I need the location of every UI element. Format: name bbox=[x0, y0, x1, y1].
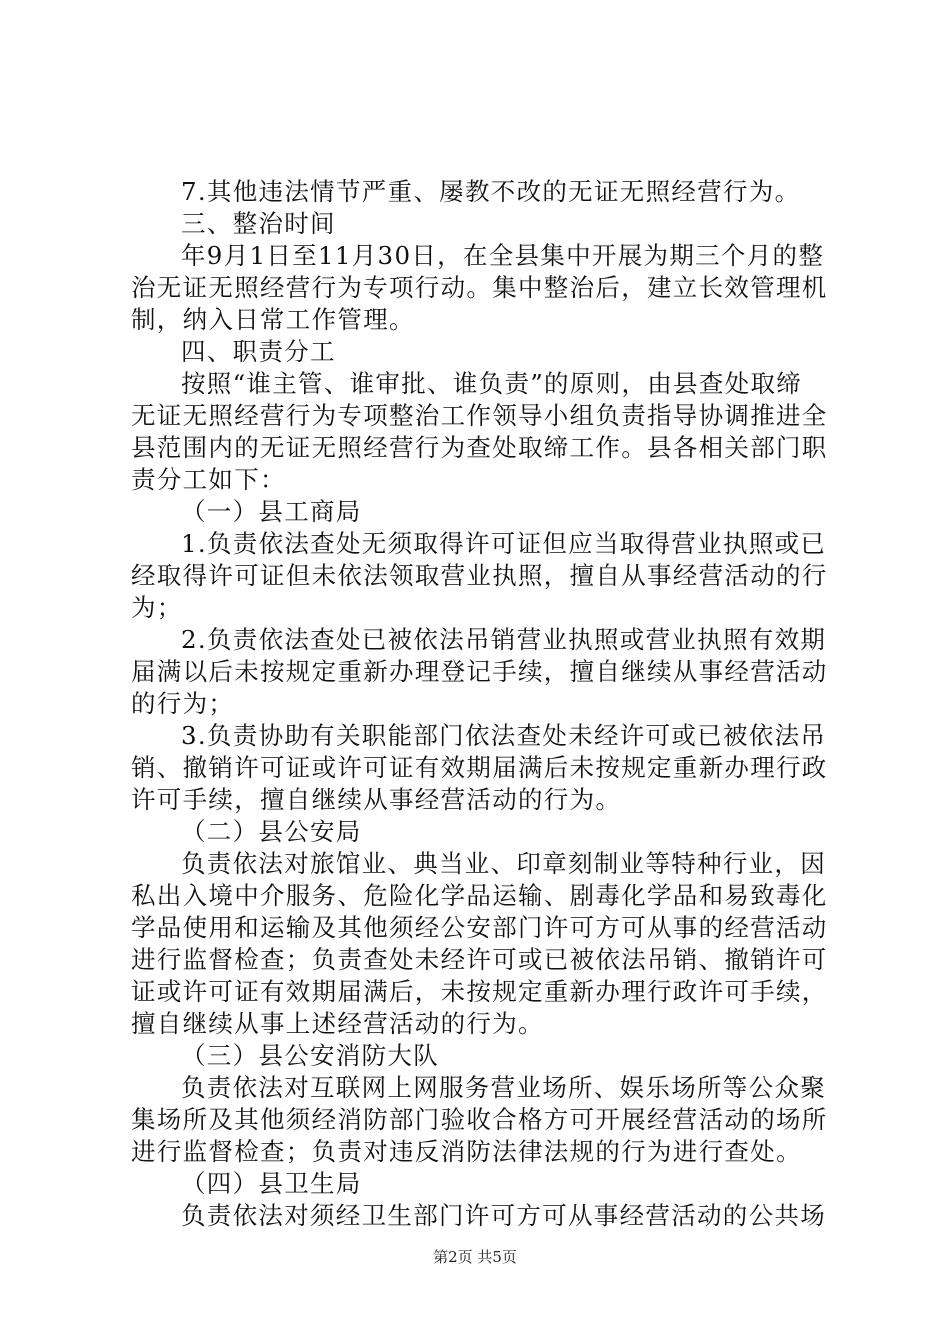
paragraph-line: 进行监督检查；负责查处未经许可或已被依法吊销、撤销许可 bbox=[131, 945, 828, 974]
paragraph-line: 县范围内的无证无照经营行为查处取缔工作。县各相关部门职 bbox=[131, 433, 828, 462]
paragraph-line: 年9月1日至11月30日，在全县集中开展为期三个月的整 bbox=[181, 241, 825, 270]
paragraph-line: 届满以后未按规定重新办理登记手续，擅自继续从事经营活动 bbox=[131, 657, 828, 686]
paragraph-line: 负责依法对互联网上网服务营业场所、娱乐场所等公众聚 bbox=[181, 1073, 826, 1102]
paragraph-line: 的行为； bbox=[131, 689, 235, 718]
paragraph-line: 治无证无照经营行为专项行动。集中整治后，建立长效管理机 bbox=[131, 273, 828, 302]
paragraph-line: 学品使用和运输及其他须经公安部门许可方可从事的经营活动 bbox=[131, 913, 828, 942]
paragraph-line: 擅自继续从事上述经营活动的行为。 bbox=[131, 1009, 544, 1038]
subsection-heading-3: （三）县公安消防大队 bbox=[181, 1041, 439, 1070]
paragraph-line: 制，纳入日常工作管理。 bbox=[131, 305, 415, 334]
list-item-3: 3.负责协助有关职能部门依法查处未经许可或已被依法吊 bbox=[181, 721, 827, 750]
subsection-heading-4: （四）县卫生局 bbox=[181, 1169, 362, 1198]
paragraph-line: 无证无照经营行为专项整治工作领导小组负责指导协调推进全 bbox=[131, 401, 828, 430]
paragraph-line: 责分工如下： bbox=[131, 465, 286, 494]
subsection-heading-1: （一）县工商局 bbox=[181, 497, 362, 526]
list-item-2: 2.负责依法查处已被依法吊销营业执照或营业执照有效期 bbox=[181, 625, 827, 654]
paragraph-line: 负责依法对旅馆业、典当业、印章刻制业等特种行业，因 bbox=[181, 849, 826, 878]
paragraph-line: 销、撤销许可证或许可证有效期届满后未按规定重新办理行政 bbox=[131, 753, 828, 782]
paragraph-line: 私出入境中介服务、危险化学品运输、剧毒化学品和易致毒化 bbox=[131, 881, 828, 910]
page-footer: 第2页 共5页 bbox=[433, 1248, 517, 1266]
paragraph-line: 证或许可证有效期届满后，未按规定重新办理行政许可手续， bbox=[131, 977, 828, 1006]
subsection-heading-2: （二）县公安局 bbox=[181, 817, 362, 846]
paragraph-line: 按照“谁主管、谁审批、谁负责”的原则，由县查处取缔 bbox=[181, 369, 803, 398]
paragraph-line: 负责依法对须经卫生部门许可方可从事经营活动的公共场 bbox=[181, 1201, 826, 1230]
paragraph-line: 为； bbox=[131, 593, 183, 622]
section-heading-4: 四、职责分工 bbox=[181, 337, 336, 366]
paragraph-line: 进行监督检查；负责对违反消防法律法规的行为进行查处。 bbox=[131, 1137, 802, 1166]
section-heading-3: 三、整治时间 bbox=[181, 209, 336, 238]
paragraph-line: 集场所及其他须经消防部门验收合格方可开展经营活动的场所 bbox=[131, 1105, 828, 1134]
paragraph-line: 经取得许可证但未依法领取营业执照，擅自从事经营活动的行 bbox=[131, 561, 828, 590]
list-item-1: 1.负责依法查处无须取得许可证但应当取得营业执照或已 bbox=[181, 529, 827, 558]
list-item-7: 7.其他违法情节严重、屡教不改的无证无照经营行为。 bbox=[181, 177, 801, 206]
paragraph-line: 许可手续，擅自继续从事经营活动的行为。 bbox=[131, 785, 622, 814]
